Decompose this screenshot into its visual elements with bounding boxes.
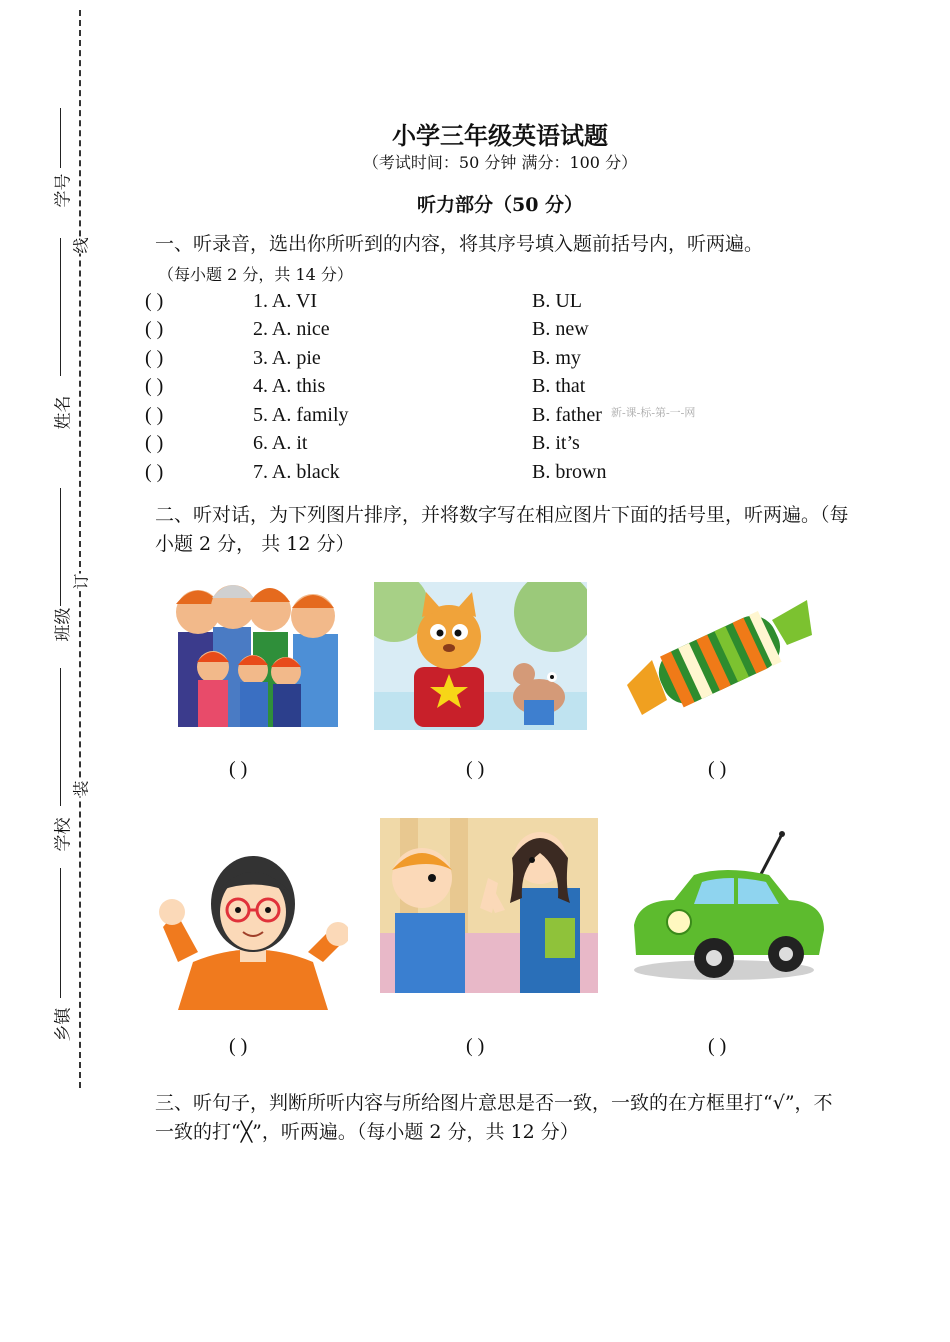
option-a: 6. A. it <box>253 432 308 454</box>
binding-mark-line: 线 <box>67 237 94 253</box>
question-row <box>145 318 745 346</box>
class-line <box>60 488 61 606</box>
option-b: B. brown <box>532 461 607 483</box>
option-a: 7. A. black <box>253 461 340 483</box>
picture-answer-paren[interactable]: ( ) <box>708 1035 727 1057</box>
town-line <box>60 868 61 998</box>
school-label: 学校 <box>53 817 74 852</box>
answer-paren[interactable]: ( ) <box>145 347 164 369</box>
answer-paren[interactable]: ( ) <box>145 318 164 340</box>
section2-heading: 二、听对话，为下列图片排序，并将数字写在相应图片下面的括号里，听两遍。（每小题 2 分， 共 12 分） <box>155 504 849 555</box>
option-b: B. new <box>532 318 589 340</box>
binding-mark-order: 订 <box>67 573 94 589</box>
answer-paren[interactable]: ( ) <box>145 461 164 483</box>
cat-and-mouse-picture <box>374 582 587 730</box>
option-a: 3. A. pie <box>253 347 321 369</box>
family-picture <box>158 572 353 727</box>
option-a: 4. A. this <box>253 375 326 397</box>
option-a: 5. A. family <box>253 404 349 426</box>
answer-paren[interactable]: ( ) <box>145 404 164 426</box>
question-row <box>145 432 745 460</box>
answer-paren[interactable]: ( ) <box>145 375 164 397</box>
green-car-picture <box>624 830 829 990</box>
part-title: 听力部分（50 分） <box>416 194 584 216</box>
class-label: 班级 <box>53 607 74 642</box>
question-row <box>145 347 745 375</box>
section1-note: （每小题 2 分，共 14 分） <box>158 265 353 284</box>
question-row <box>145 375 745 403</box>
picture-answer-paren[interactable]: ( ) <box>229 1035 248 1057</box>
name-label: 姓名 <box>53 395 74 430</box>
option-b: B. my <box>532 347 581 369</box>
question-row <box>145 404 745 432</box>
binding-mark-bind: 装 <box>67 780 94 796</box>
girl-with-glasses-picture <box>158 842 348 1010</box>
option-b: B. it’s <box>532 432 580 454</box>
picture-answer-paren[interactable]: ( ) <box>466 1035 485 1057</box>
page-title: 小学三年级英语试题 <box>392 121 608 150</box>
town-label: 乡镇 <box>53 1007 74 1042</box>
question-row <box>145 290 745 318</box>
answer-paren[interactable]: ( ) <box>145 432 164 454</box>
section1-heading: 一、听录音，选出你所听到的内容，将其序号填入题前括号内，听两遍。 <box>155 233 764 255</box>
option-b: B. that <box>532 375 586 397</box>
question-row <box>145 461 745 489</box>
school-line <box>60 668 61 806</box>
watermark-text: 新-课-标-第-一-网 <box>611 407 696 419</box>
picture-answer-paren[interactable]: ( ) <box>708 758 727 780</box>
boy-and-teacher-picture <box>380 818 598 993</box>
option-a: 2. A. nice <box>253 318 330 340</box>
section3-heading: 三、听句子，判断所听内容与所给图片意思是否一致，一致的在方框里打“√”，不一致的打“╳”，听两遍。（每小题 2 分，共 12 分） <box>155 1092 833 1143</box>
answer-paren[interactable]: ( ) <box>145 290 164 312</box>
option-b: B. UL <box>532 290 582 312</box>
name-line <box>60 238 61 376</box>
exam-info: （考试时间：50 分钟 满分：100 分） <box>362 153 638 172</box>
option-b: B. father <box>532 404 602 426</box>
picture-answer-paren[interactable]: ( ) <box>229 758 248 780</box>
student-id-label: 学号 <box>53 173 74 208</box>
picture-answer-paren[interactable]: ( ) <box>466 758 485 780</box>
option-a: 1. A. VI <box>253 290 318 312</box>
candy-picture <box>622 590 817 725</box>
